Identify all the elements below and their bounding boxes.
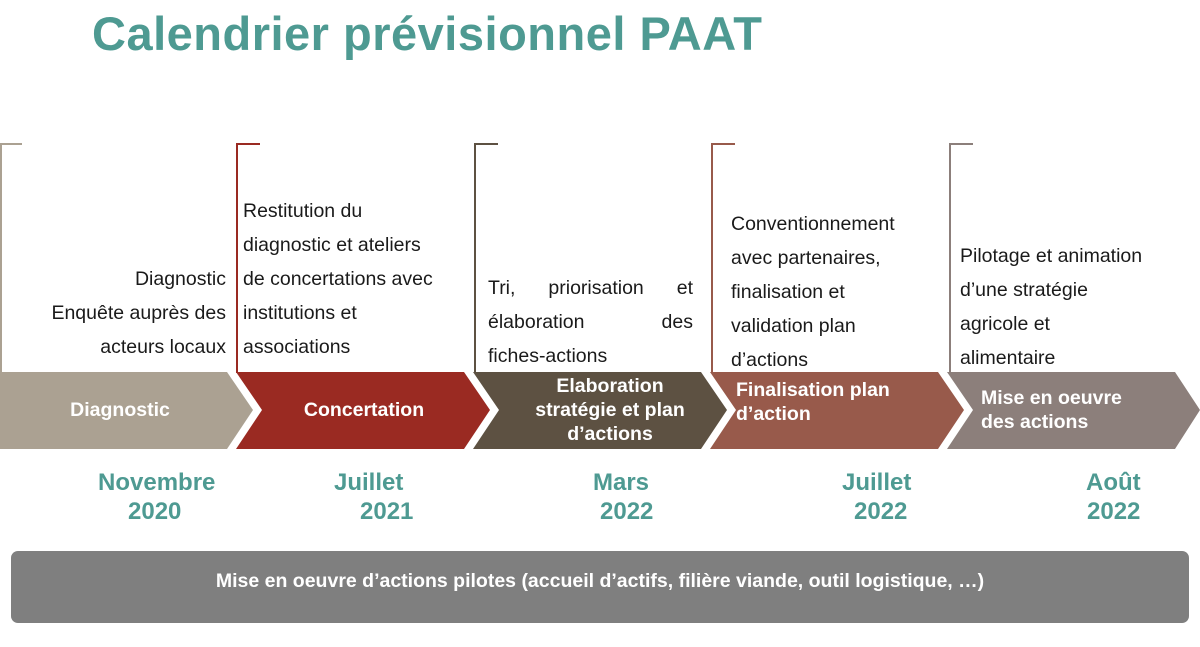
- description-line: Pilotage et animation: [960, 245, 1143, 267]
- date-august-2022: Août 2022: [1086, 469, 1141, 525]
- description-line: institutions et: [243, 302, 357, 324]
- description-line: acteurs locaux: [100, 336, 226, 358]
- description-line: d’une stratégie: [960, 279, 1088, 301]
- phase-label-diagnostic: Diagnostic: [70, 399, 170, 421]
- description-line: Enquête auprès des: [51, 302, 226, 324]
- description-line: élaboration des: [488, 311, 693, 333]
- date-november-2020: Novembre 2020: [98, 469, 216, 525]
- description-line: associations: [243, 336, 351, 358]
- date-july-2021: Juillet 2021: [334, 469, 414, 525]
- description-line: Tri, priorisation et: [488, 277, 693, 299]
- description-line: validation plan: [731, 315, 856, 337]
- description-line: de concertations avec: [243, 268, 433, 290]
- description-line: avec partenaires,: [731, 247, 881, 269]
- description-line: Conventionnement: [731, 213, 895, 235]
- date-march-2022: Mars 2022: [593, 469, 654, 525]
- phase-label-mise-en-oeuvre: Mise en oeuvre des actions: [981, 387, 1122, 433]
- description-line: Diagnostic: [134, 268, 226, 290]
- description-line: d’actions: [731, 349, 808, 371]
- page-title: Calendrier prévisionnel PAAT: [92, 7, 763, 60]
- description-line: agricole et: [960, 313, 1050, 335]
- description-line: alimentaire: [960, 347, 1056, 369]
- pilot-actions-bar: [11, 551, 1189, 623]
- phase-label-concertation: Concertation: [303, 399, 425, 421]
- description-line: diagnostic et ateliers: [243, 234, 421, 256]
- phase-label-elaboration: Elaboration stratégie et plan d’actions: [535, 375, 685, 445]
- date-july-2022: Juillet 2022: [842, 469, 912, 525]
- phase-label-finalisation: Finalisation plan d’action: [736, 379, 890, 425]
- description-line: Restitution du: [243, 200, 363, 222]
- description-line: finalisation et: [731, 281, 845, 303]
- pilot-actions-text: Mise en oeuvre d’actions pilotes (accueil d’actifs, filière viande, outil logistique, …): [215, 569, 985, 592]
- description-line: fiches-actions: [488, 345, 608, 367]
